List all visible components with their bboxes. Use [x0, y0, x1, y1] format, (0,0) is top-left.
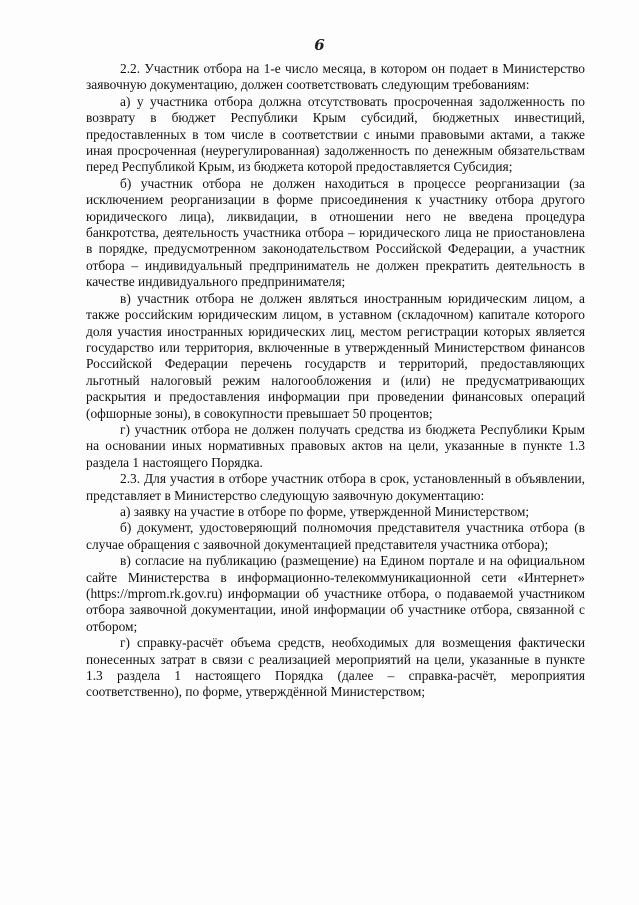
paragraph-2-3-g: г) справку-расчёт объема средств, необходимых для возмещения фактически понесенных затрат в связи с реализацией мероприятий на цели, указанные в пункте 1.3 раздела 1 настоящего Порядка (далее – справка-расчёт, мероприятия соответственно), по форме, утверждённой Министерством; [86, 635, 585, 700]
paragraph-2-3-a: а) заявку на участие в отборе по форме, утвержденной Министерством; [120, 503, 530, 519]
paragraph-2-3: 2.3. Для участия в отборе участник отбора в срок, установленный в объявлении, представляет в Министерство следующую заявочную документацию: [86, 471, 585, 503]
paragraph-2-3-v: в) согласие на публикацию (размещение) на Едином портале и на официальном сайте Министерства в информационно-телекоммуникационной сети «Интернет» (https://mprom.rk.gov.ru) информации об участнике отбора, о подаваемой участником отбора заявочной документации, иной информации об участнике отбора, связанной с отбором; [86, 553, 585, 634]
page-number: 6 [314, 36, 325, 54]
paragraph-2-3-b: б) документ, удостоверяющий полномочия представителя участника отбора (в случае обращения с заявочной документацией представителя участника отбора); [86, 520, 585, 552]
paragraph-2-2-a: а) у участника отбора должна отсутствовать просроченная задолженность по возврату в бюджет Республики Крым субсидий, бюджетных инвестиций, предоставленных в том числе в соответствии с иными правовыми актами, а также иная просроченная (неурегулированная) задолженность по денежным обязательствам перед Республикой Крым, из бюджета которой предоставляется Субсидия; [86, 93, 585, 175]
paragraph-2-2: 2.2. Участник отбора на 1-е число месяца, в котором он подает в Министерство заявочную документацию, должен соответствовать следующим требованиям: [86, 61, 585, 93]
paragraph-2-2-b: б) участник отбора не должен находиться в процессе реорганизации (за исключением реорганизации в форме присоединения к участнику отбора другого юридического лица), ликвидации, в отношении него не введена процедура банкротства, деятельность участника отбора – юридического лица не приостановлена в порядке, предусмотренном законодательством Российской Федерации, а участник отбора – индивидуальный предприниматель не должен прекратить деятельность в качестве индивидуального предпринимателя; [86, 175, 585, 290]
paragraph-2-2-v: в) участник отбора не должен являться иностранным юридическим лицом, а также российским юридическим лицом, в уставном (складочном) капитале которого доля участия иностранных юридических лиц, местом регистрации которых является государство или территория, включенные в утвержденный Министерством финансов Российской Федерации перечень государств и территорий, предоставляющих льготный налоговый режим налогообложения и (или) не предусматривающих раскрытия и предоставления информации при проведении финансовых операций (офшорные зоны), в совокупности превышает 50 процентов; [86, 290, 585, 421]
paragraph-2-2-g: г) участник отбора не должен получать средства из бюджета Республики Крым на основании иных нормативных правовых актов на цели, указанные в пункте 1.3 раздела 1 настоящего Порядка. [86, 421, 585, 470]
document-body [86, 61, 585, 701]
